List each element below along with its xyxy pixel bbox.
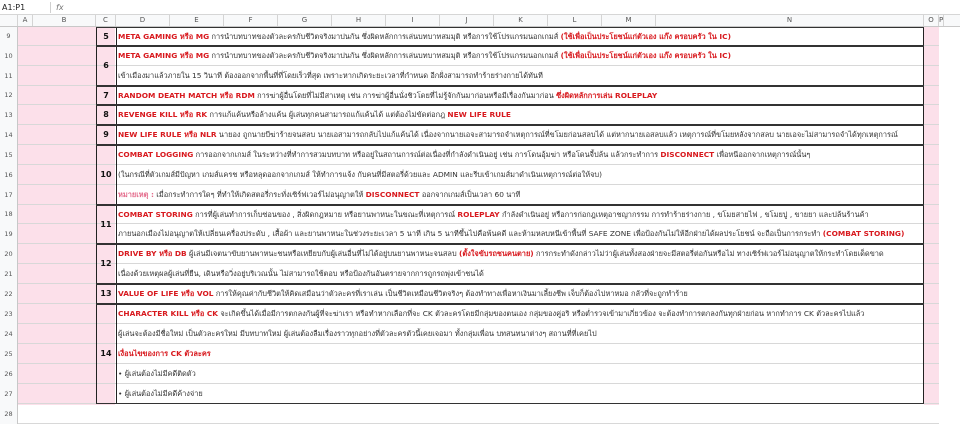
body-text: การฆ่าผู้อื่นโดยที่ไม่มีสาเหตุ เช่น การฆ่าผู้อื่นนั่งชิวโดยที่ไม่รู้จักกันมาก่อนหรือมีเรื่องกันมาก่อน [254, 91, 557, 100]
rule-border-mid [116, 244, 117, 284]
name-box[interactable]: A1:P1 [2, 3, 26, 12]
row-header[interactable]: 20 [0, 244, 18, 264]
highlight-text: NEW LIFE RULE [447, 110, 511, 119]
highlight-text: COMBAT LOGGING [118, 150, 194, 159]
row-header[interactable]: 26 [0, 364, 18, 384]
rule-text-line [118, 344, 923, 364]
rule-border-right [923, 105, 924, 125]
rule-border-right [923, 304, 924, 404]
rule-border-left [96, 105, 97, 125]
column-header-e[interactable]: E [170, 15, 224, 26]
body-text: การออกจากเกมส์ ในระหว่างที่ทำการสวมบทบาท หรืออยู่ในสถานการณ์ต่อเนื่องที่กำลังดำเนินอยู่ เช่น การโดนอุ้มฆ่า หรือโดนจี้ปล้น แล้วกระทำการ [193, 150, 661, 159]
rule-number: 5 [103, 32, 109, 41]
body-text: การแก้แค้นหรือล้างแค้น ผู้เล่นทุกคนสามารถแก้แค้นได้ แต่ต้องไม่ขัดต่อกฎ [207, 110, 448, 119]
column-header-bar [0, 15, 960, 27]
rule-border-right [923, 27, 924, 46]
highlight-text: VALUE OF LIFE หรือ VOL [118, 289, 214, 298]
rule-text-line [118, 145, 923, 165]
rule-border-left [96, 304, 97, 404]
rule-border-left [96, 125, 97, 145]
body-text: • ผู้เล่นต้องไม่มีคดีติดตัว [118, 369, 196, 378]
rule-border-left [96, 27, 97, 46]
highlight-text: DISCONNECT [660, 150, 715, 159]
highlight-text: COMBAT STORING [118, 210, 193, 219]
column-header-o[interactable]: O [924, 15, 939, 26]
rule-border-mid [116, 145, 117, 205]
row-header[interactable]: 28 [0, 404, 18, 424]
rule-number: 9 [103, 130, 109, 139]
body-text: (ในกรณีที่ตัวเกมส์มีปัญหา เกมส์แครช หรือหลุดออกจากเกมส์ ให้ทำการแจ้ง กับคนที่มีสตอรี่ด้วยและ ADMIN และรีบเข้าเกมส์มาดำเนินเหตุการณ์ต่อให้จบ) [118, 170, 602, 179]
rule-border-mid [116, 86, 117, 105]
rule-text-line [118, 324, 923, 344]
body-text: • ผู้เล่นต้องไม่มีคดีค้างจ่าย [118, 389, 203, 398]
rule-text-line [118, 244, 923, 264]
formula-bar [0, 0, 960, 15]
body-text: เมื่อกระทำการใดๆ ที่ทำให้เกิดสตอรี่กระทั่งเซิร์ฟเวอร์ไม่อนุญาตให้ [153, 190, 366, 199]
rule-text-line [118, 264, 923, 284]
body-text: นายอง ถูกนายบีฆ่าร้ายจนสลบ นายเอสามารถกลับไปแก้แค้นได้ เนื่องจากนายเอจะสามารถจำเหตุการณ์ที่ขโมยก่อนสลบได้ แต่หากนายเอสลบแล้ว เหตุการณ์ที่ขโมยหลังจากสลบ นายเอจะไม่สามารถจำได้ทุกเหตุการณ์ [216, 130, 898, 139]
highlight-text: META GAMING หรือ MG [118, 51, 210, 60]
rule-number: 8 [103, 110, 109, 119]
column-header-d[interactable]: D [116, 15, 170, 26]
row-header[interactable]: 9 [0, 27, 18, 46]
rule-text-line [118, 165, 923, 185]
body-text: ผู้เล่นจะต้องมีชื่อใหม่ เป็นตัวละครใหม่ มีบทบาทใหม่ ผู้เล่นต้องลืมเรื่องราวทุกอย่างที่ตัวละครตัวนี้เคยเจอมา ทั้งกลุ่มเพื่อน บทสนทนาต่างๆ สถานที่ที่เคยไป [118, 329, 597, 338]
column-header-f[interactable]: F [224, 15, 278, 26]
body-text: เข้าเมืองมาแล้วภายใน 15 วินาที ต้องออกจากพื้นที่ที่โดยเร็วที่สุด เพราะหากเกิดระยะเวลาที่กำหนด อีกฝั่งสามารถทำร้ายร่างกายได้ทันที [118, 71, 543, 80]
rule-border-right [923, 46, 924, 86]
rule-border-left [96, 284, 97, 304]
row-header[interactable]: 19 [0, 224, 18, 244]
rule-border-mid [116, 27, 117, 46]
rule-text-line [118, 384, 923, 404]
rule-text-line [118, 27, 923, 46]
rule-text-line [118, 105, 923, 125]
row-header[interactable]: 11 [0, 66, 18, 86]
gutter-right [939, 27, 960, 405]
highlight-text: (COMBAT STORING) [822, 229, 905, 238]
column-header-i[interactable]: I [386, 15, 440, 26]
column-header-k[interactable]: K [494, 15, 548, 26]
highlight-text: ROLEPLAY [457, 210, 500, 219]
column-header-h[interactable]: H [332, 15, 386, 26]
rule-number: 12 [100, 259, 112, 268]
select-all-corner[interactable] [0, 15, 18, 26]
formula-bar-separator [50, 2, 51, 13]
rule-number: 7 [103, 91, 109, 100]
highlight-text: NEW LIFE RULE หรือ NLR [118, 130, 217, 139]
highlight-text: META GAMING หรือ MG [118, 32, 210, 41]
row-header[interactable]: 22 [0, 284, 18, 304]
row-header[interactable]: 15 [0, 145, 18, 165]
column-header-c[interactable]: C [96, 15, 116, 26]
highlight-text: (ใช้เพื่อเป็นประโยชน์แก่ตัวเอง แก๊ง ครอบครัว ใน IC) [560, 51, 731, 60]
row-header[interactable]: 16 [0, 165, 18, 185]
row-header[interactable]: 27 [0, 384, 18, 404]
rule-text-line [118, 284, 923, 304]
body-text: การนำบทบาทของตัวละครกับชีวิตจริงมาปนกัน ซึ่งผิดหลักการเล่นบทบาทสมมุติ หรือการใช้โปรแกรมนอกเกมส์ [209, 32, 561, 41]
row-header[interactable]: 18 [0, 205, 18, 224]
row-header[interactable]: 12 [0, 86, 18, 105]
row-header[interactable]: 14 [0, 125, 18, 145]
rule-border-left [96, 86, 97, 105]
column-header-j[interactable]: J [440, 15, 494, 26]
rule-text-line [118, 46, 923, 66]
highlight-text: CHARACTER KILL หรือ CK [118, 309, 218, 318]
body-text: การกระทำดังกล่าวไม่ว่าผู้เล่นทั้งสองฝ่ายจะมีสตอรี่ต่อกันหรือไม่ ทางเซิร์ฟเวอร์ไม่อนุญาตให้กระทำโดยเด็ดขาด [533, 249, 884, 258]
body-text: การให้คุณค่ากับชีวิตให้คิดเสมือนว่าตัวละครที่เราเล่น เป็นชีวิตเหมือนชีวิตจริงๆ ต้องทำทางเพื่อหาเงินมาเลี้ยงชีพ เจ็บก็ต้องไปหาหมอ กลัวที่จะถูกทำร้าย [213, 289, 688, 298]
row-header[interactable]: 10 [0, 46, 18, 66]
rule-number: 14 [100, 349, 112, 358]
rule-border-left [96, 145, 97, 205]
rule-text-line [118, 364, 923, 384]
rule-border-mid [116, 105, 117, 125]
row-header[interactable]: 13 [0, 105, 18, 125]
column-header-b[interactable]: B [33, 15, 96, 26]
rule-border-left [96, 205, 97, 244]
rule-text-line [118, 66, 923, 86]
highlight-text: (ตั้งใจขับรถชนคนตาย) [459, 249, 534, 258]
row-header[interactable]: 24 [0, 324, 18, 344]
rule-text-line [118, 224, 923, 244]
rule-text-line [118, 86, 923, 105]
highlight-text: DISCONNECT [365, 190, 420, 199]
body-text: ผู้เล่นมีเจตนาขับยานพาหนะชนหรือเหยียบกับผู้เล่นอื่นที่ไม่ได้อยู่บนยานพาหนะจนสลบ [186, 249, 460, 258]
body-text: จะเกิดขึ้นได้เมื่อมีการตกลงกันผู้ที่จะฆ่าเรา หรือทำหากเลือกที่จะ CK ตัวละครโดยมีกลุ่มของตนเอง กลุ่มของคู่อริ หรือต่ำรวจเข้ามาเกี่ยวข้อง จะต้องทำการตกลงกันทุกฝ่ายก่อน หากทำการ CK ตัวละครไปแล้ว [218, 309, 865, 318]
fx-icon: fx [56, 3, 64, 12]
column-header-a[interactable]: A [18, 15, 33, 26]
row-header[interactable]: 21 [0, 264, 18, 284]
body-text: ออกจากเกมส์เป็นเวลา 60 นาที [419, 190, 521, 199]
rule-number: 13 [100, 289, 112, 298]
rule-border-mid [116, 125, 117, 145]
rule-text-line [118, 185, 923, 205]
rule-border-mid [116, 284, 117, 304]
column-header-g[interactable]: G [278, 15, 332, 26]
rule-border-right [923, 205, 924, 244]
highlight-text: RANDOM DEATH MATCH หรือ RDM [118, 91, 255, 100]
highlight-text: (ใช้เพื่อเป็นประโยชน์แก่ตัวเอง แก๊ง ครอบครัว ใน IC) [560, 32, 731, 41]
body-text: กำลังดำเนินอยู่ หรือการก่อกฎเหตุอาชญากรรม การทำร้ายร่างกาย , ขโมยสายไฟ , ขโมยปู , ขายยา และปล้นร้านค้า [499, 210, 869, 219]
highlight-text: ซึ่งผิดหลักการเล่น ROLEPLAY [556, 91, 658, 100]
rule-border-right [923, 125, 924, 145]
rule-border-mid [116, 46, 117, 86]
column-header-m[interactable]: M [602, 15, 656, 26]
pink-right-strip [924, 27, 939, 405]
row-header[interactable]: 25 [0, 344, 18, 364]
body-text: เนื่องด้วยเหตุผลผู้เล่นที่ยืน, เดินหรือวิ่งอยู่บริเวณนั้น ไม่สามารถใช้ตอบ หรือป้องกันอันตรายจากการถูกรถพุ่งเข้าชนได้ [118, 269, 484, 278]
highlight-text: REVENGE KILL หรือ RK [118, 110, 208, 119]
rule-text-line [118, 205, 923, 224]
rule-border-right [923, 145, 924, 205]
column-header-n[interactable]: N [656, 15, 924, 26]
rule-text-line [118, 125, 923, 145]
rule-border-right [923, 284, 924, 304]
highlight-text: หมายเหตุ : [118, 190, 154, 199]
body-text: การที่ผู้เล่นทำการเก็บซ่อนของ , สิ่งผิดกฎหมาย หรือยานพาหนะในขณะที่เหตุการณ์ [192, 210, 458, 219]
rule-number: 11 [100, 220, 112, 229]
column-header-p[interactable]: P [939, 16, 944, 24]
rule-border-right [923, 244, 924, 284]
rule-text-line [118, 304, 923, 324]
body-text: ภายนอกเมืองไม่อนุญาตให้เปลี่ยนเครื่องประดับ , เสื้อผ้า และยานพาหนะในช่วงระยะเวลา 5 นาที เกิน 5 นาทีขึ้นไปคือพ้นคดี และห้ามหลบหนีเข้าพื้นที่ SAFE ZONE เพื่อป้องกันไม่ให้อีกฝ่ายได้ผลประโยชน์ จะถือเป็นการกระทำ [118, 229, 823, 238]
rule-border-mid [116, 304, 117, 404]
highlight-text: เงื่อนไขของการ CK ตัวละคร [118, 349, 211, 358]
column-header-l[interactable]: L [548, 15, 602, 26]
row-header[interactable]: 23 [0, 304, 18, 324]
body-text: การนำบทบาทของตัวละครกับชีวิตจริงมาปนกัน ซึ่งผิดหลักการเล่นบทบาทสมมุติ หรือการใช้โปรแกรมนอกเกมส์ [209, 51, 561, 60]
rule-number: 6 [103, 61, 109, 70]
rule-border-right [923, 86, 924, 105]
body-text: เพื่อหนีออกจากเหตุการณ์นั้นๆ [714, 150, 811, 159]
rule-border-left [96, 46, 97, 86]
row-header[interactable]: 17 [0, 185, 18, 205]
highlight-text: DRIVE BY หรือ DB [118, 249, 187, 258]
rule-border-mid [116, 205, 117, 244]
rule-border-left [96, 244, 97, 284]
rule-number: 10 [100, 170, 112, 179]
